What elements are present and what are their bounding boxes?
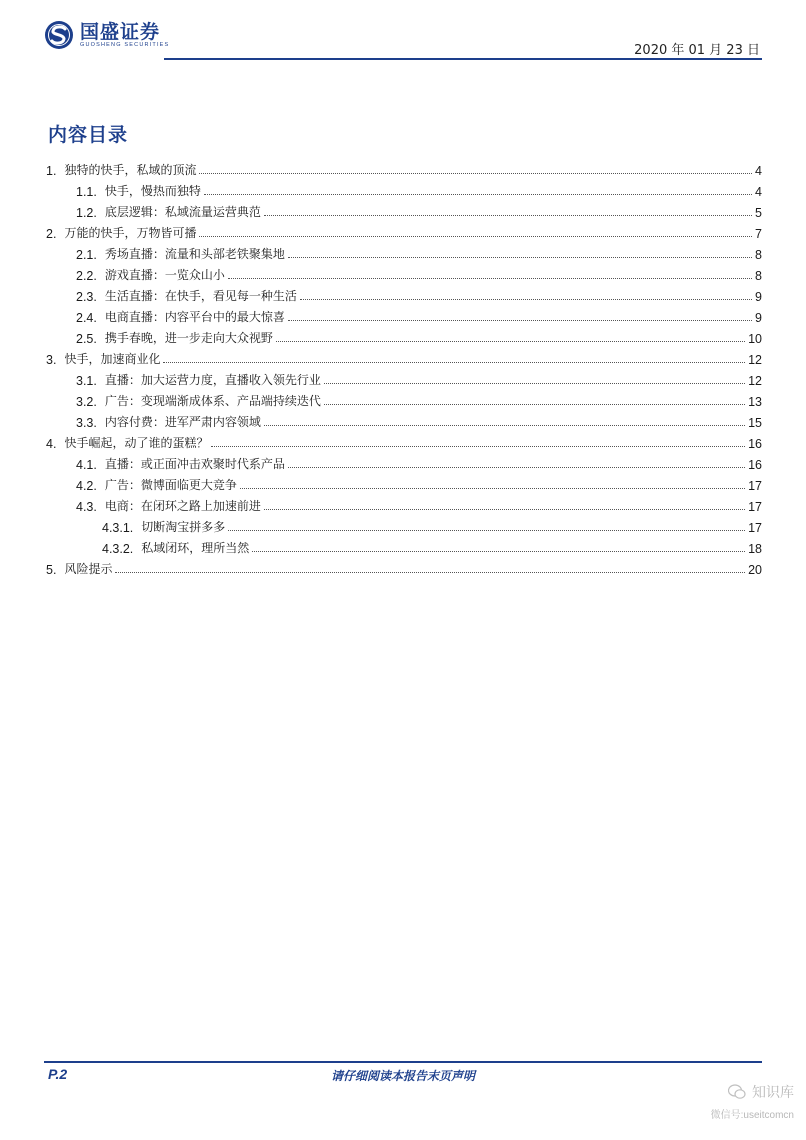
toc-entry-title: 切断淘宝拼多多: [141, 520, 226, 534]
toc-entry-number: 4.3.1.: [102, 521, 134, 535]
toc-entry[interactable]: [46, 388, 762, 409]
toc-entry-number: 4.: [46, 437, 57, 451]
toc-entry[interactable]: [46, 304, 762, 325]
toc-entry-page: 4: [755, 164, 762, 178]
toc-leader-dots: [204, 194, 752, 195]
toc-entry-title: 游戏直播：一览众山小: [104, 268, 225, 282]
toc-entry-title: 生活直播：在快手，看见每一种生活: [104, 289, 297, 303]
toc-entry-number: 5.: [46, 563, 57, 577]
toc-leader-dots: [288, 257, 752, 258]
toc-entry-page: 16: [748, 437, 762, 451]
toc-entry-page: 18: [748, 542, 762, 556]
toc-entry-number: 3.2.: [76, 395, 97, 409]
watermark-title: 知识库: [752, 1085, 794, 1101]
toc-entry-page: 8: [755, 269, 762, 283]
toc-leader-dots: [264, 509, 745, 510]
toc-entry-number: 4.2.: [76, 479, 97, 493]
toc-leader-dots: [199, 236, 752, 237]
brand-name-cn: 国盛证券: [80, 20, 161, 43]
toc-leader-dots: [228, 278, 752, 279]
toc-entry-title: 广告：微博面临更大竞争: [104, 478, 237, 492]
toc-entry-page: 12: [748, 374, 762, 388]
toc-leader-dots: [228, 530, 745, 531]
toc-entry-number: 4.1.: [76, 458, 97, 472]
toc-entry-number: 1.: [46, 164, 57, 178]
toc-leader-dots: [324, 404, 745, 405]
toc-entry-page: 17: [748, 521, 762, 535]
toc-entry-page: 9: [755, 290, 762, 304]
page-number: P.2: [48, 1066, 68, 1082]
toc-entry-number: 1.2.: [76, 206, 97, 220]
toc-entry[interactable]: [46, 493, 762, 514]
toc-entry-title: 快手，加速商业化: [64, 352, 161, 366]
toc-entry-number: 2.2.: [76, 269, 97, 283]
watermark-id: 微信号:useitcomcn: [710, 1110, 794, 1121]
toc-entry-page: 5: [755, 206, 762, 220]
toc-title: 内容目录: [48, 124, 129, 146]
toc-leader-dots: [199, 173, 752, 174]
toc-entry-title: 电商直播：内容平台中的最大惊喜: [104, 310, 285, 324]
toc-entry[interactable]: [46, 346, 762, 367]
toc-entry-page: 8: [755, 248, 762, 262]
toc-entry-title: 内容付费：进军严肃内容领域: [104, 415, 261, 429]
toc-entry-number: 3.3.: [76, 416, 97, 430]
toc-entry-page: 15: [748, 416, 762, 430]
toc-entry-page: 9: [755, 311, 762, 325]
toc-entry-title: 快手，慢热而独特: [104, 184, 201, 198]
page-header: [44, 18, 762, 62]
toc-entry[interactable]: [46, 409, 762, 430]
toc-entry-number: 2.1.: [76, 248, 97, 262]
toc-leader-dots: [288, 467, 745, 468]
toc-leader-dots: [264, 425, 745, 426]
toc-entry[interactable]: [46, 556, 762, 577]
toc-leader-dots: [211, 446, 745, 447]
toc-entry-number: 4.3.: [76, 500, 97, 514]
footer-disclaimer: 请仔细阅读本报告末页声明: [330, 1069, 475, 1083]
toc-entry-title: 快手崛起，动了谁的蛋糕？: [64, 436, 209, 450]
toc-entry-page: 17: [748, 479, 762, 493]
toc-leader-dots: [115, 572, 745, 573]
toc-entry[interactable]: [46, 157, 762, 178]
wechat-icon: [728, 1084, 746, 1100]
toc-entry-number: 2.4.: [76, 311, 97, 325]
toc-entry[interactable]: [46, 472, 762, 493]
table-of-contents: [46, 157, 762, 577]
toc-entry-page: 20: [748, 563, 762, 577]
toc-leader-dots: [163, 362, 745, 363]
toc-entry-title: 直播：或正面冲击欢聚时代系产品: [104, 457, 285, 471]
toc-entry-number: 2.3.: [76, 290, 97, 304]
toc-entry-number: 3.1.: [76, 374, 97, 388]
report-date: 2020 年 01 月 23 日: [634, 43, 760, 58]
toc-leader-dots: [276, 341, 745, 342]
toc-entry-title: 万能的快手，万物皆可播: [64, 226, 197, 240]
toc-entry-title: 直播：加大运营力度，直播收入领先行业: [104, 373, 321, 387]
toc-entry-page: 12: [748, 353, 762, 367]
toc-leader-dots: [240, 488, 745, 489]
toc-entry[interactable]: [46, 220, 762, 241]
toc-entry[interactable]: [46, 178, 762, 199]
toc-entry[interactable]: [46, 241, 762, 262]
toc-entry-title: 秀场直播：流量和头部老铁聚集地: [104, 247, 285, 261]
toc-entry-title: 独特的快手，私域的顶流: [64, 163, 197, 177]
toc-entry-title: 风险提示: [64, 562, 113, 576]
toc-entry[interactable]: [46, 283, 762, 304]
toc-entry[interactable]: [46, 535, 762, 556]
toc-leader-dots: [252, 551, 745, 552]
toc-entry[interactable]: [46, 199, 762, 220]
toc-leader-dots: [264, 215, 752, 216]
toc-entry-number: 4.3.2.: [102, 542, 134, 556]
toc-leader-dots: [300, 299, 752, 300]
toc-entry-page: 4: [755, 185, 762, 199]
toc-entry-title: 私域闭环，理所当然: [141, 541, 250, 555]
toc-entry-page: 7: [755, 227, 762, 241]
toc-leader-dots: [288, 320, 752, 321]
toc-entry-title: 携手春晚，进一步走向大众视野: [104, 331, 273, 345]
brand-logo: [44, 20, 169, 50]
toc-entry-page: 16: [748, 458, 762, 472]
toc-entry[interactable]: [46, 325, 762, 346]
toc-entry-page: 13: [748, 395, 762, 409]
toc-entry-number: 2.5.: [76, 332, 97, 346]
guosheng-logo-icon: [44, 20, 74, 50]
toc-entry[interactable]: [46, 514, 762, 535]
toc-entry-title: 底层逻辑：私域流量运营典范: [104, 205, 261, 219]
brand-name-en: GUOSHENG SECURITIES: [80, 41, 170, 48]
toc-entry-number: 1.1.: [76, 185, 97, 199]
header-divider: [164, 58, 762, 60]
toc-entry-title: 广告：变现端渐成体系、产品端持续迭代: [104, 394, 321, 408]
toc-entry[interactable]: [46, 430, 762, 451]
toc-leader-dots: [324, 383, 745, 384]
toc-entry-number: 2.: [46, 227, 57, 241]
toc-entry[interactable]: [46, 367, 762, 388]
toc-entry[interactable]: [46, 262, 762, 283]
toc-entry-page: 10: [748, 332, 762, 346]
toc-entry-number: 3.: [46, 353, 57, 367]
toc-entry-title: 电商：在闭环之路上加速前进: [104, 499, 261, 513]
toc-entry[interactable]: [46, 451, 762, 472]
footer-divider: [44, 1061, 762, 1063]
watermark: [711, 1082, 794, 1121]
toc-entry-page: 17: [748, 500, 762, 514]
